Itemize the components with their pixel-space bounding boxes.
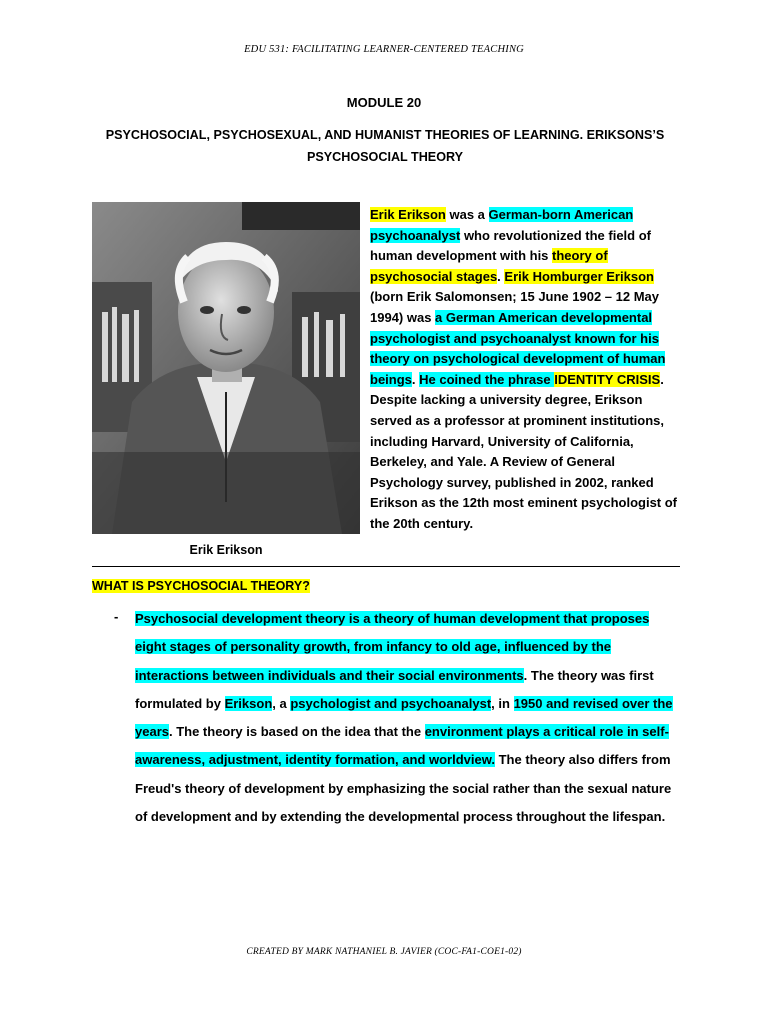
bio-text-run: theory of psychosocial stages xyxy=(370,248,608,284)
page-header: EDU 531: FACILITATING LEARNER-CENTERED TEACHING xyxy=(244,44,524,55)
bio-text-run: who revolutionized the field of human development with his xyxy=(370,227,651,264)
paragraph-text-run: . The theory was first formulated by xyxy=(135,667,654,711)
biography-text xyxy=(370,205,680,535)
paragraph-text-run: environment plays a critical role in self-awareness, adjustment, identity formation, and worldview. xyxy=(135,724,669,768)
bio-text-run: . xyxy=(497,268,505,284)
portrait-illustration xyxy=(92,202,360,534)
bio-text-run: was a xyxy=(445,207,489,222)
paragraph-text-run: , a xyxy=(272,695,291,711)
paragraph-text-run: psychologist and psychoanalyst xyxy=(290,695,492,711)
section-heading-text: WHAT IS PSYCHOSOCIAL THEORY? xyxy=(92,579,310,593)
bio-text-run: Erik Homburger Erikson xyxy=(504,268,654,284)
paragraph-text-run: The theory also differs from Freud's theory of development by emphasizing the social rather than the sexual nature of development and by extending the developmental process throughout the lifespan. xyxy=(135,752,672,825)
bio-text-run: . Despite lacking a university degree, Erikson served as a professor at prominent institutions, including Harvard, University of California, Berkeley, and Yale. A Review of General Psychology survey, published in 2002, ranked Erikson as the 12th most eminent psychologist of the 20th century. xyxy=(370,371,678,531)
module-label: MODULE 20 xyxy=(346,95,422,110)
paragraph-text-run: Psychosocial development theory is a theory of human development that proposes eight stages of personality growth, from infancy to old age, influenced by the interactions between individuals and their social environments xyxy=(135,611,650,683)
bio-text-run: He coined the phrase xyxy=(419,371,555,387)
paragraph-text-run: Erikson xyxy=(224,695,273,711)
psychosocial-theory-paragraph xyxy=(135,605,680,831)
bio-text-run: IDENTITY CRISIS xyxy=(554,371,661,387)
paragraph-text-run: . The theory is based on the idea that the xyxy=(168,724,425,740)
bio-text-run: . xyxy=(411,371,420,387)
paragraph-text-run: 1950 and revised over the years xyxy=(135,695,673,740)
section-heading xyxy=(92,578,310,595)
bio-text-run: (born Erik Salomonsen; 15 June 1902 – 12 May 1994) was xyxy=(370,289,660,325)
bullet-marker: - xyxy=(114,609,119,624)
bio-text-run: German-born American psychoanalyst xyxy=(370,207,634,243)
paragraph-text-run: , in xyxy=(491,695,514,711)
bio-text-run: Erik Erikson xyxy=(370,207,446,222)
bio-text-run: a German American developmental psychologist and psychoanalyst known for his theory on psychological development of human beings xyxy=(370,309,666,387)
photo-caption: Erik Erikson xyxy=(189,543,263,557)
page-footer: CREATED BY MARK NATHANIEL B. JAVIER (COC-FA1-COE1-02) xyxy=(246,947,522,957)
page-title: PSYCHOSOCIAL, PSYCHOSEXUAL, AND HUMANIST THEORIES OF LEARNING. ERIKSONS’S PSYCHOSOCIAL THEORY xyxy=(105,128,665,164)
erikson-portrait-photo xyxy=(92,202,360,534)
section-divider xyxy=(92,566,680,567)
